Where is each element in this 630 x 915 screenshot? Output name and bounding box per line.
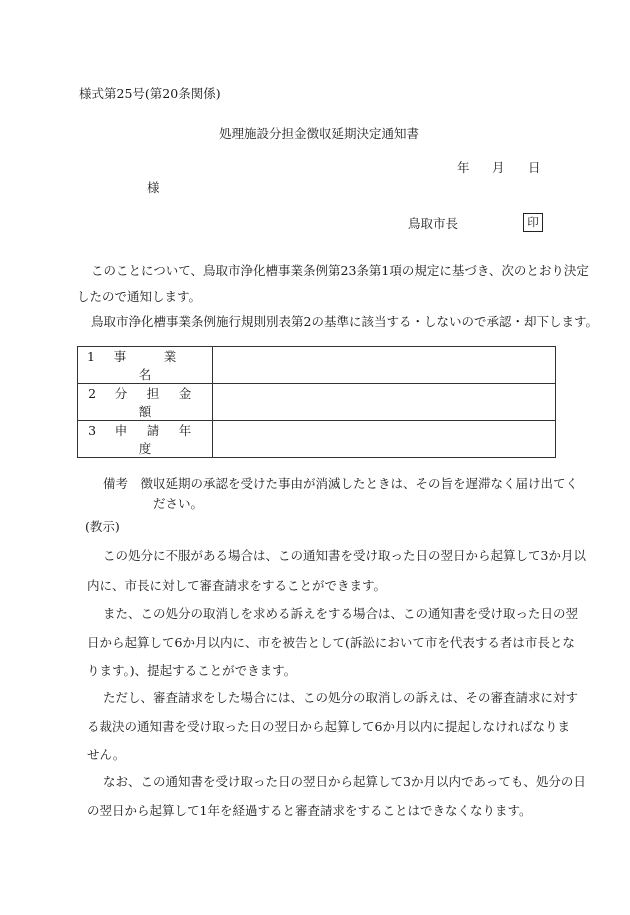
instruction-line: ります。)、提起することができます。: [87, 663, 297, 678]
table-row: [78, 421, 556, 458]
issuer: 鳥取市長: [408, 216, 459, 231]
body-line-3: 鳥取市浄化槽事業条例施行規則別表第2の基準に該当する・しないので承認・却下します。: [91, 314, 598, 329]
date-year: 年: [457, 160, 470, 175]
table-value-cell: [213, 347, 556, 384]
label-char: 請: [146, 423, 160, 438]
date-day: 日: [528, 160, 541, 175]
addressee-suffix: 様: [147, 180, 160, 195]
details-table: [77, 346, 556, 458]
instruction-line: ただし、審査請求をした場合には、この処分の取消しの訴えは、その審査請求に対す: [103, 690, 579, 705]
label-char: 申: [114, 423, 128, 438]
instruction-line: 日から起算して6か月以内に、市を被告として(訴訟において市を代表する者は市長とな: [87, 635, 575, 650]
row-number: 2: [88, 386, 97, 401]
table-label-cell: [78, 421, 213, 458]
instruction-line: なお、この通知書を受け取った日の翌日から起算して3か月以内であっても、処分の日: [103, 774, 586, 789]
table-row: [78, 384, 556, 421]
remarks-line-2: ださい。: [153, 496, 204, 511]
table-value-cell: [213, 384, 556, 421]
form-number: 様式第25号(第20条関係): [79, 86, 221, 101]
instruction-line: この処分に不服がある場合は、この通知書を受け取った日の翌日から起算して3か月以: [103, 548, 586, 563]
instruction-line: 内に、市長に対して審査請求をすることができます。: [87, 578, 387, 593]
row-number: 1: [87, 349, 95, 364]
table-label-cell: [78, 347, 213, 384]
remarks-line-1: 備考 徴収延期の承認を受けた事由が消滅したときは、その旨を遅滞なく届け出てく: [103, 476, 579, 491]
label-char: 度: [138, 441, 152, 456]
label-char: 分: [114, 386, 128, 401]
table-value-cell: [213, 421, 556, 458]
label-char: 担: [146, 386, 160, 401]
document-title: 処理施設分担金徴収延期決定通知書: [219, 126, 420, 141]
label-char: 名: [138, 367, 152, 382]
instruction-line: の翌日から起算して1年を経過すると審査請求をすることはできなくなります。: [87, 803, 532, 818]
table-label-cell: [78, 384, 213, 421]
instruction-line: せん。: [87, 747, 126, 762]
instruction-heading: (教示): [85, 519, 120, 534]
label-char: 年: [178, 423, 192, 438]
label-char: 金: [178, 386, 192, 401]
label-char: 事: [113, 349, 127, 364]
instruction-line: また、この処分の取消しを求める訴えをする場合は、この通知書を受け取った日の翌: [103, 606, 579, 621]
body-line-2: したので通知します。: [77, 289, 202, 304]
date-month: 月: [492, 160, 505, 175]
label-char: 額: [138, 404, 152, 419]
table-row: [78, 347, 556, 384]
label-char: 業: [163, 349, 177, 364]
instruction-line: る裁決の通知書を受け取った日の翌日から起算して6か月以内に提起しなければなりま: [87, 719, 570, 734]
seal-stamp: 印: [523, 213, 543, 232]
body-line-1: このことについて、鳥取市浄化槽事業条例第23条第1項の規定に基づき、次のとおり決定: [91, 263, 589, 278]
row-number: 3: [88, 423, 97, 438]
